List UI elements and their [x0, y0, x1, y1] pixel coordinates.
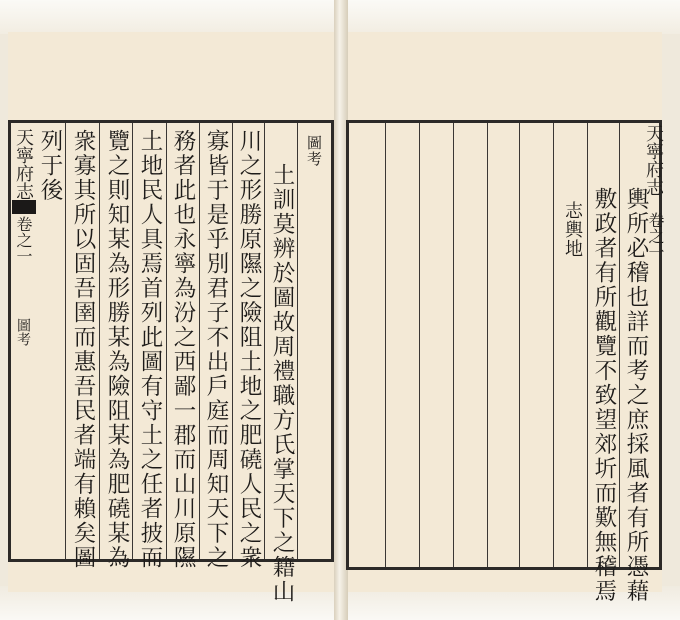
column-rule: [619, 123, 620, 567]
column-rule: [65, 123, 66, 559]
left-page-frame: [8, 120, 334, 604]
column-rule: [453, 123, 454, 567]
section-title-right: 志輿地: [562, 201, 583, 258]
column-rule: [166, 123, 167, 559]
column-rule: [132, 123, 133, 559]
spine-title-right: 天寧府志: [643, 124, 664, 196]
column-rule: [232, 123, 233, 559]
text-column-2: 川之形勝原隰之險阻土地之肥磽人民之衆: [236, 129, 262, 570]
column-rule: [419, 123, 420, 567]
column-rule: [385, 123, 386, 567]
text-column-6: 覽之則知某為形勝某為險阻某為肥磽某為: [104, 129, 130, 570]
spine-section-left: 圖考: [15, 318, 31, 346]
spine-juan-left: 卷之一: [14, 216, 33, 264]
text-column-right-1: 輿所必稽也詳而考之庶採風者有所憑藉: [623, 187, 649, 604]
column-rule: [199, 123, 200, 559]
column-rule: [297, 123, 298, 559]
spine-title-left: 天寧府志: [13, 128, 34, 200]
column-rule: [519, 123, 520, 567]
section-heading: 圖考: [305, 135, 323, 167]
fishtail-mark: [12, 200, 36, 214]
spine-juan-right: 卷之一: [646, 212, 665, 260]
right-page-frame: [346, 120, 662, 604]
text-column-7: 衆寡其所以固吾圉而惠吾民者端有賴矣圖: [70, 129, 96, 570]
text-column-5: 土地民人具焉首列此圖有守土之任者披而: [137, 129, 163, 570]
column-rule: [587, 123, 588, 567]
text-column-3: 寡皆于是乎別君子不出戶庭而周知天下之: [203, 129, 229, 570]
text-column-8: 列于後: [37, 129, 63, 203]
column-rule: [264, 123, 265, 559]
text-column-4: 務者此也永寧為汾之西鄙一郡而山川原隰: [170, 129, 196, 570]
text-column-right-2: 敷政者有所觀覽不致望郊圻而歎無稽焉: [591, 187, 617, 604]
text-column-1: 土訓莫辨於圖故周禮職方氏掌天下之籍山: [269, 163, 295, 604]
column-rule: [487, 123, 488, 567]
column-rule: [99, 123, 100, 559]
column-rule: [553, 123, 554, 567]
